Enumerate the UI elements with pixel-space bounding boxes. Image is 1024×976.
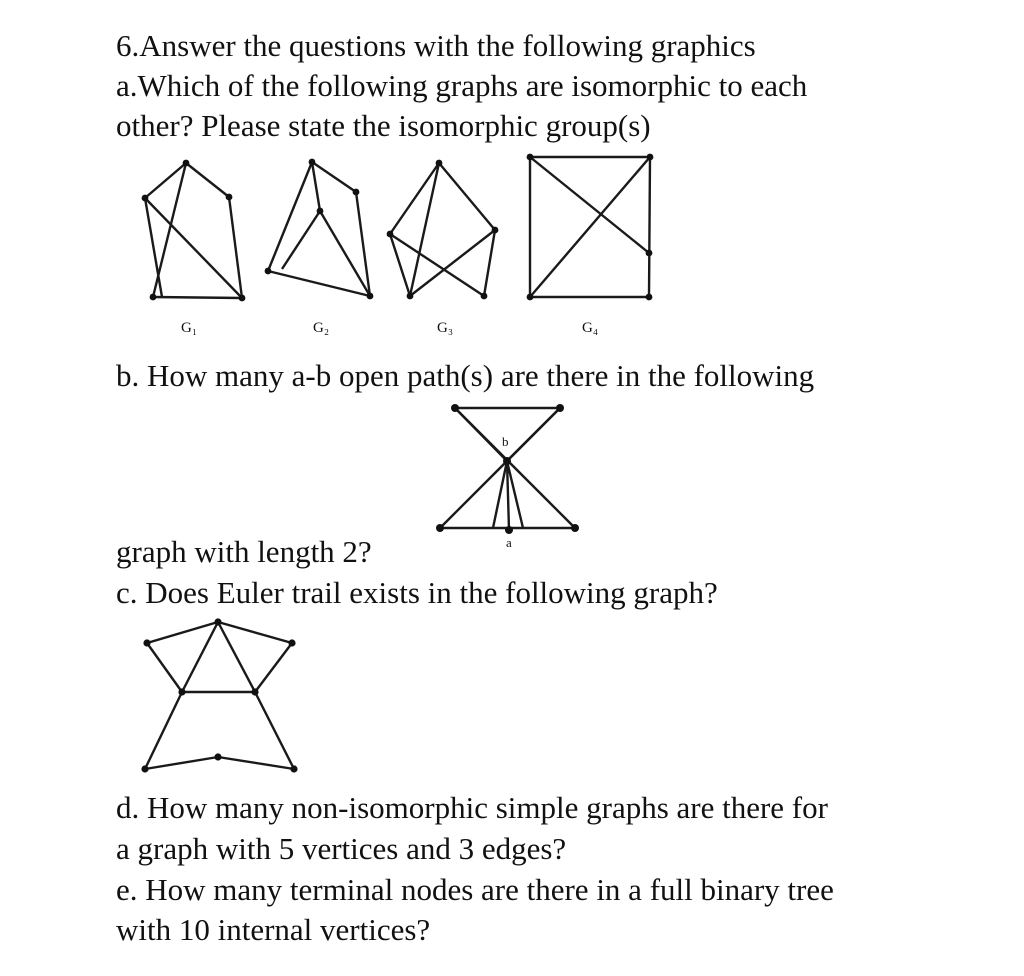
part-c-line-1: c. Does Euler trail exists in the following graph? (116, 575, 718, 610)
question-title: 6.Answer the questions with the following graphics (116, 28, 756, 63)
part-e-line-1: e. How many terminal nodes are there in a full binary tree (116, 872, 834, 907)
graph-g1 (130, 150, 250, 310)
graph-g4-label: G₄ (582, 320, 599, 336)
graph-g4 (520, 145, 665, 310)
part-d-line-1: d. How many non-isomorphic simple graphs are there for (116, 790, 828, 825)
part-a-line-2: other? Please state the isomorphic group(s) (116, 108, 651, 143)
graph-g3-label: G₃ (437, 320, 454, 336)
part-d-line-2: a graph with 5 vertices and 3 edges? (116, 831, 567, 866)
graph-g2 (255, 150, 380, 310)
vertex-a-label: a (506, 535, 512, 550)
graph-part-c (130, 610, 310, 785)
part-e-line-2: with 10 internal vertices? (116, 912, 431, 947)
part-a-line-1: a.Which of the following graphs are isomorphic to each (116, 68, 808, 103)
graph-part-b (430, 395, 590, 545)
graph-g3 (380, 150, 510, 310)
vertex-b-label: b (502, 434, 509, 449)
graph-g2-label: G₂ (313, 320, 330, 336)
part-b-line-1: b. How many a-b open path(s) are there in the following (116, 358, 815, 393)
graph-g1-label: G₁ (181, 320, 198, 336)
part-b-line-2: graph with length 2? (116, 534, 372, 569)
